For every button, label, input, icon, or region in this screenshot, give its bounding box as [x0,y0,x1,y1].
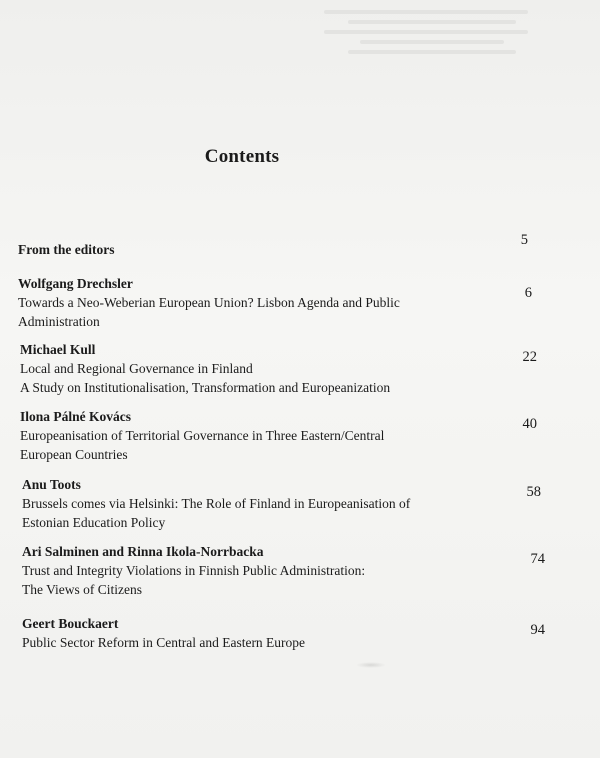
entry-author: Geert Bouckaert [22,616,119,631]
toc-entry [20,341,580,397]
page-number: 74 [530,551,545,567]
page-number: 6 [524,285,532,301]
page-number: 58 [526,484,541,500]
entry-author: Ari Salminen and Rinna Ikola-Norrbacka [22,544,264,559]
entry-title-line: Brussels comes via Helsinki: The Role of Finland in Europeanisation of [22,496,411,511]
entry-title-line: Europeanisation of Territorial Governance in Three Eastern/Central [20,428,385,443]
toc-entry [20,408,580,464]
entry-author: Michael Kull [20,342,96,357]
toc-entry [22,476,582,532]
toc-entry [18,232,578,259]
page-title: Contents [204,146,280,167]
entry-title-line: Public Sector Reform in Central and Eastern Europe [22,635,306,650]
entry-title-line: The Views of Citizens [22,582,143,597]
page-number: 94 [530,622,545,638]
toc-entry [22,615,582,652]
page-number: 5 [520,232,528,248]
page-number: 40 [522,416,537,432]
entry-title-line: European Countries [20,447,128,462]
bleed-through-text [300,4,540,60]
entry-title-line: Local and Regional Governance in Finland [20,361,253,376]
entry-title-line: Towards a Neo-Weberian European Union? Lisbon Agenda and Public [18,295,400,310]
entry-title-line: Administration [18,314,100,329]
entry-title-line: A Study on Institutionalisation, Transformation and Europeanization [20,380,391,395]
entry-title-line: Estonian Education Policy [22,515,166,530]
entry-author: Ilona Pálné Kovács [20,409,132,424]
toc-entry [22,543,582,599]
page-number: 22 [522,349,537,365]
entry-heading: From the editors [18,242,115,257]
entry-title-line: Trust and Integrity Violations in Finnish Public Administration: [22,563,366,578]
entry-author: Anu Toots [22,477,81,492]
paper-smudge [356,662,386,668]
toc-entry [18,275,578,331]
entry-author: Wolfgang Drechsler [18,276,133,291]
